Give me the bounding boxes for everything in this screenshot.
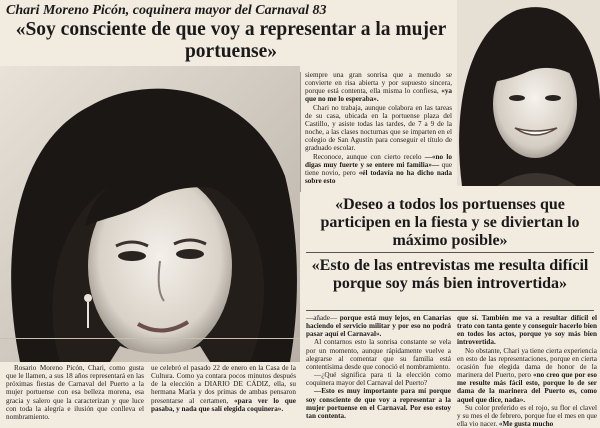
- column-text: —añade—: [306, 314, 338, 322]
- pull-quote-1: «Deseo a todos los portuenses que participen en la fiesta y se diviertan lo máximo posible»: [320, 196, 580, 249]
- quote-divider: [306, 252, 594, 253]
- page-fold-line: [0, 338, 300, 339]
- column-text-bold: —«no lo digas muy fuerte y se entere mi familia»—: [305, 152, 453, 169]
- column-text: Al contarnos esto la sonrisa constante se vela por un momento, aunque rápidamente vuelve a alegrarse al comentar que su familia está contentísima desde que conoció el nombramiento.: [306, 338, 451, 371]
- column-text: Rosario Moreno Picón, Chari, como gusta que le llamen, a sus 18 años representará en las próximas fiestas de Carnaval del Puerto a la mujer portuense con esa belleza morena, esa gracia y salero que la caracterizan y que luce con toda la alegría e ilusión que conlleva el nombramiento.: [6, 364, 144, 421]
- column-separator: [300, 72, 301, 192]
- column-text-bold: «para ver lo que pasaba, y nada que salí elegida coquinera».: [151, 396, 296, 413]
- article-headline: «Soy consciente de que voy a representar a la mujer portuense»: [15, 19, 447, 62]
- article-kicker: Chari Moreno Picón, coquinera mayor del Carnaval 83: [6, 3, 327, 18]
- column-text-bold: porque está muy lejos, en Canarias haciendo el servicio militar y por eso no podrá pasar aquí el Carnaval».: [306, 314, 451, 339]
- column-text: —¿Qué significa para ti la elección como coquinera mayor del Carnaval del Puerto?: [306, 371, 451, 388]
- text-column-top: [305, 71, 452, 193]
- column-text: Chari no trabaja, aunque colabora en las tareas de su casa, ubicada en la portuense plaza del Castillo, y asiste todas las tardes, de 7 a 9 de la noche, a las clases nocturnas que se imparten en el colegio de San Agustín para conseguir el título de graduado escolar.: [305, 103, 452, 153]
- column-text: ue celebró el pasado 22 de enero en la Casa de la Cultura. Como ya contara pocos minutos después de la elección a DIARIO DE CÁDIZ, ella, su hermana María y dos primas de ambas pensaron presentarse al certamen,: [151, 364, 296, 405]
- column-text: No obstante, Chari ya tiene cierta experiencia en esto de las representaciones, porque en cierta ocasión fue elegida dama de honor de la marinera del Puerto, pero: [457, 346, 597, 380]
- column-text: Su color preferido es el rojo, su flor el clavel y su mes el de febrero, porque fue el mes en que ella vio nacer.: [457, 403, 597, 428]
- text-column-bottom-right: [457, 314, 598, 428]
- column-text: Reconoce, aunque con cierto recelo: [313, 152, 422, 161]
- text-column-bottom-mid-left: [151, 364, 296, 424]
- column-text-bold: «no creo que por eso me resulte más fácil esto, porque lo de ser dama de la marinera del Puerto es, como aquel que dice, nada».: [457, 371, 598, 404]
- text-column-bottom-mid-right: [306, 314, 451, 424]
- column-text-bold: «Me gusta mucho: [498, 420, 554, 428]
- column-text-bold: —Esto es muy importante para mí porque soy consciente de que voy a representar a la mujer portuense en el Carnaval. Por eso estoy tan contenta.: [306, 387, 451, 420]
- column-text-bold: que sí. También me va a resultar difícil el trato con tanta gente y conseguir hacerlo bien en todos los actos, porque yo soy más bien introvertida.: [457, 314, 597, 347]
- main-portrait-photo: [0, 66, 300, 362]
- pull-quote-2: «Esto de las entrevistas me resulta difícil porque soy más bien introvertida»: [311, 257, 589, 292]
- text-column-bottom-left: [6, 364, 144, 424]
- column-text: que tiene novio, pero: [305, 160, 453, 177]
- quote-divider: [306, 310, 594, 311]
- column-text-bold: «él todavía no ha dicho nada sobre esto: [305, 168, 453, 186]
- column-text: siempre una gran sonrisa que a menudo se convierte en risa abierta y por supuesto sincera, porque está contenta, ella misma lo confiesa,: [305, 71, 452, 96]
- small-portrait-photo: [457, 0, 600, 186]
- column-text-bold: «ya que no me lo esperaba».: [305, 87, 453, 104]
